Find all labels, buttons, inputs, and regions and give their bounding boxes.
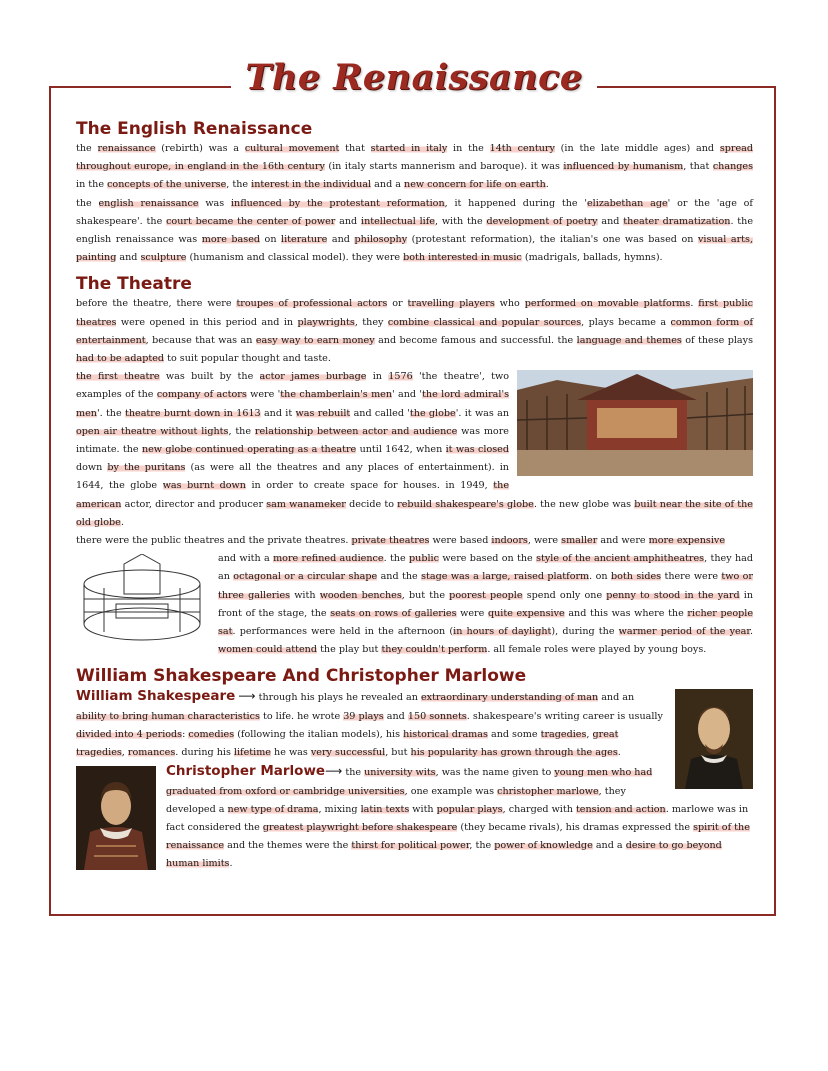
paragraph bbox=[76, 140, 753, 195]
highlight-text: interest in the individual bbox=[251, 179, 372, 191]
text-run: . the new globe was bbox=[533, 498, 635, 510]
highlight-text: public bbox=[409, 553, 439, 565]
text-run: . bbox=[545, 179, 549, 191]
highlight-text: the american bbox=[76, 480, 509, 510]
text-run: in the bbox=[447, 143, 490, 154]
highlight-text: quite expensive bbox=[487, 607, 565, 619]
highlight-text: actor james burbage bbox=[259, 371, 367, 383]
marlowe-portrait bbox=[76, 766, 156, 877]
highlight-text: both sides bbox=[610, 571, 662, 583]
highlight-text: two or three galleries bbox=[218, 571, 754, 601]
text-run: , were bbox=[527, 535, 562, 547]
content bbox=[76, 118, 753, 882]
page-title: The Renaissance bbox=[231, 52, 596, 104]
highlight-text: influenced by humanism bbox=[563, 161, 684, 173]
text-run: , because that was an bbox=[145, 334, 256, 346]
text-run: to suit popular thought and taste. bbox=[164, 353, 331, 365]
highlight-text: university wits bbox=[364, 767, 436, 779]
text-run: until 1642, when bbox=[356, 444, 446, 456]
text-run: , but the bbox=[401, 589, 450, 601]
highlight-text: divided into 4 periods bbox=[76, 728, 183, 740]
highlight-text: spirit of the renaissance bbox=[166, 821, 750, 852]
text-run: (in the late middle ages) and bbox=[554, 143, 720, 154]
text-run: . shakespeare's writing career is usually bbox=[466, 710, 663, 722]
highlight-text: by the puritans bbox=[107, 462, 186, 474]
text-run: , it happened during the ' bbox=[444, 197, 587, 209]
text-run: the bbox=[76, 197, 99, 209]
highlight-text: 14th century bbox=[489, 143, 555, 154]
text-run: and were bbox=[597, 535, 649, 547]
arrow-icon: ⟶ bbox=[238, 689, 256, 704]
text-run: the bbox=[342, 767, 365, 779]
text-run: , one example was bbox=[404, 785, 498, 797]
text-run: , they had an bbox=[218, 553, 753, 583]
text-run: who bbox=[494, 298, 525, 310]
text-run: (as were all the theatres and any places of entertainment). in 1644, the globe bbox=[76, 462, 509, 492]
text-run: to life. he wrote bbox=[259, 710, 344, 722]
section-heading-theatre: The Theatre bbox=[76, 274, 192, 295]
text-run: and a bbox=[371, 179, 405, 191]
highlight-text: 39 plays bbox=[343, 710, 384, 722]
highlight-text: the chamberlain's men bbox=[280, 389, 393, 401]
text-run: '. the bbox=[96, 407, 125, 419]
text-run: and bbox=[327, 234, 355, 246]
text-run: , that bbox=[683, 161, 713, 173]
highlight-text: language and themes bbox=[576, 334, 682, 346]
text-run: was bbox=[198, 197, 231, 209]
highlight-text: poorest people bbox=[449, 589, 523, 601]
highlight-text: theater dramatization bbox=[623, 215, 731, 227]
text-run: and an bbox=[598, 692, 635, 704]
highlight-text: theatre burnt down in 1613 bbox=[124, 407, 261, 419]
text-run: spend only one bbox=[522, 589, 607, 601]
marlowe-text bbox=[166, 767, 750, 869]
highlight-text: development of poetry bbox=[486, 215, 598, 227]
text-run: decide to bbox=[345, 498, 398, 510]
text-run: he was bbox=[271, 747, 311, 759]
highlight-text: penny to stood in the yard bbox=[606, 589, 740, 601]
highlight-text: christopher marlowe bbox=[497, 785, 599, 797]
highlight-text: first public theatres bbox=[76, 298, 753, 328]
text-run: , mixing bbox=[318, 803, 361, 815]
highlight-text: both interested in music bbox=[403, 252, 522, 264]
section-heading-writers: William Shakespeare And Christopher Marlowe bbox=[76, 666, 527, 687]
highlight-text: sculpture bbox=[140, 252, 187, 264]
text-run: . bbox=[690, 298, 699, 310]
highlight-text: open air theatre without lights bbox=[76, 425, 229, 437]
text-run: (humanism and classical model). they were bbox=[186, 252, 404, 264]
text-run: through his plays he revealed an bbox=[255, 692, 421, 704]
highlight-text: relationship between actor and audience bbox=[254, 425, 458, 437]
text-run: . performances were held in the afternoon ( bbox=[232, 626, 454, 638]
paragraph bbox=[76, 295, 753, 368]
text-run: , bbox=[121, 747, 128, 759]
highlight-text: historical dramas bbox=[403, 728, 488, 740]
highlight-text: new globe continued operating as a theatre bbox=[141, 444, 357, 456]
text-run: ' and ' bbox=[392, 389, 423, 401]
title-wrap bbox=[0, 52, 828, 104]
highlight-text: octagonal or a circular shape bbox=[233, 571, 378, 583]
text-run: with bbox=[409, 803, 437, 815]
text-run: and this was where the bbox=[564, 607, 688, 619]
marlowe-portrait-icon bbox=[76, 766, 156, 870]
text-run: and called ' bbox=[350, 407, 410, 419]
text-run: , with the bbox=[434, 215, 487, 227]
globe-theatre-photo-icon bbox=[517, 370, 753, 476]
text-run: and with a bbox=[218, 553, 274, 565]
text-run: down bbox=[76, 462, 108, 474]
highlight-text: 1576 bbox=[388, 371, 413, 383]
text-run: , charged with bbox=[502, 803, 576, 815]
text-run: , the bbox=[469, 840, 495, 852]
text-run: . the english renaissance was bbox=[76, 215, 754, 246]
text-run: : bbox=[182, 728, 189, 740]
highlight-text: lifetime bbox=[233, 747, 271, 759]
highlight-text: women could attend bbox=[218, 644, 318, 656]
highlight-text: extraordinary understanding of man bbox=[420, 692, 599, 704]
highlight-text: more expensive bbox=[648, 535, 726, 547]
highlight-text: was rebuilt bbox=[295, 407, 351, 419]
text-run: were ' bbox=[246, 389, 281, 401]
highlight-text: stage was a large, raised platform bbox=[421, 571, 590, 583]
text-run: (rebirth) was a bbox=[155, 143, 245, 154]
highlight-text: the first theatre bbox=[76, 371, 160, 383]
text-run: (in italy starts mannerism and baroque). it was bbox=[324, 161, 564, 173]
highlight-text: in hours of daylight bbox=[453, 626, 552, 638]
shakespeare-portrait-icon bbox=[675, 689, 753, 789]
highlight-text: company of actors bbox=[156, 389, 247, 401]
text-run: and some bbox=[487, 728, 541, 740]
highlight-text: tension and action bbox=[575, 803, 666, 815]
highlight-text: tragedies bbox=[540, 728, 587, 740]
text-run: . marlowe was in fact considered the bbox=[166, 803, 749, 833]
section-heading-english: The English Renaissance bbox=[76, 119, 313, 139]
highlight-text: 150 sonnets bbox=[407, 710, 467, 722]
shakespeare-portrait bbox=[675, 689, 753, 796]
text-run: of these plays bbox=[681, 334, 754, 346]
paragraph bbox=[76, 195, 753, 268]
text-run: ' or the 'age of shakespeare'. the bbox=[76, 197, 753, 227]
text-run: in order to create space for houses. in 1949, bbox=[245, 480, 494, 492]
highlight-text: had to be adapted bbox=[76, 353, 165, 365]
text-run: , they developed a bbox=[166, 785, 626, 815]
text-run: and bbox=[335, 215, 361, 227]
text-run: was built by the bbox=[159, 371, 260, 383]
highlight-text: concepts of the universe bbox=[107, 179, 227, 191]
text-run: , was the name given to bbox=[435, 767, 555, 779]
text-run: with bbox=[290, 589, 320, 601]
highlight-text: sam wanameker bbox=[266, 498, 346, 510]
text-run: was more intimate. the bbox=[76, 425, 509, 456]
text-run: , plays became a bbox=[581, 316, 671, 328]
text-run: (madrigals, ballads, hymns). bbox=[521, 252, 663, 264]
highlight-text: easy way to earn money bbox=[255, 334, 375, 346]
text-run: there were the public theatres and the private theatres. bbox=[76, 535, 352, 547]
highlight-text: the lord admiral's men bbox=[76, 389, 510, 419]
text-run: . bbox=[617, 747, 621, 759]
highlight-text: greatest playwright before shakespeare bbox=[262, 821, 458, 833]
text-run: . during his bbox=[175, 747, 234, 759]
text-run: and the themes were the bbox=[224, 840, 352, 852]
highlight-text: very successful bbox=[310, 747, 386, 759]
highlight-text: started in italy bbox=[370, 143, 448, 154]
highlight-text: new type of drama bbox=[227, 803, 319, 815]
globe-sketch-icon bbox=[76, 554, 208, 652]
globe-sketch bbox=[76, 554, 208, 659]
text-run: were opened in this period and in bbox=[116, 316, 298, 328]
highlight-text: performed on movable platforms bbox=[524, 298, 691, 310]
highlight-text: the globe bbox=[409, 407, 456, 419]
highlight-text: court became the center of power bbox=[166, 215, 336, 227]
text-run: were based on the bbox=[438, 553, 537, 565]
globe-photo bbox=[517, 370, 753, 483]
highlight-text: elizabethan age bbox=[587, 197, 668, 209]
text-run: (they became rivals), his dramas expressed the bbox=[457, 821, 694, 833]
arrow-icon: ⟶ bbox=[325, 764, 343, 779]
text-run: the bbox=[76, 143, 98, 154]
highlight-text: power of knowledge bbox=[494, 840, 593, 852]
highlight-text: wooden benches bbox=[319, 589, 402, 601]
highlight-text: great tragedies bbox=[76, 728, 619, 759]
highlight-text: private theatres bbox=[351, 535, 430, 547]
text-run: were bbox=[456, 607, 488, 619]
text-run: . bbox=[749, 626, 754, 638]
text-run: , bbox=[586, 728, 593, 740]
highlight-text: desire to go beyond human limits bbox=[166, 840, 722, 870]
highlight-text: built near the site of the old globe bbox=[76, 498, 753, 528]
highlight-text: spread throughout europe, in england in the 16th century bbox=[76, 143, 754, 173]
highlight-text: ability to bring human characteristics bbox=[76, 710, 260, 722]
text-run: . bbox=[120, 516, 124, 528]
highlight-text: more refined audience bbox=[273, 553, 384, 565]
text-run: and it bbox=[260, 407, 296, 419]
text-run: , the bbox=[228, 425, 255, 437]
highlight-text: rebuild shakespeare's globe bbox=[397, 498, 534, 510]
text-run: in the bbox=[76, 179, 108, 191]
marlowe-label: Christopher Marlowe bbox=[166, 763, 326, 780]
highlight-text: smaller bbox=[561, 535, 598, 547]
highlight-text: travelling players bbox=[407, 298, 495, 310]
highlight-text: indoors bbox=[491, 535, 528, 547]
text-run: were based bbox=[429, 535, 492, 547]
text-run: actor, director and producer bbox=[121, 498, 267, 510]
text-run: and a bbox=[592, 840, 626, 852]
highlight-text: style of the ancient amphitheatres bbox=[536, 553, 705, 565]
text-run: the play but bbox=[317, 644, 382, 656]
highlight-text: young men who had graduated from oxford or cambridge universities bbox=[166, 767, 653, 797]
text-run: (protestant reformation), the italian's one was based on bbox=[407, 234, 698, 246]
highlight-text: his popularity has grown through the ages bbox=[410, 747, 618, 759]
text-run: there were bbox=[661, 571, 722, 583]
highlight-text: was burnt down bbox=[162, 480, 246, 492]
text-run: on bbox=[260, 234, 282, 246]
highlight-text: new concern for life on earth bbox=[404, 179, 546, 191]
highlight-text: playwrights bbox=[297, 316, 355, 328]
text-run: , they bbox=[354, 316, 388, 328]
text-run: . all female roles were played by young boys. bbox=[487, 644, 707, 656]
highlight-text: english renaissance bbox=[98, 197, 199, 209]
highlight-text: popular plays bbox=[436, 803, 503, 815]
shakespeare-label: William Shakespeare bbox=[76, 688, 236, 705]
text-run: . on bbox=[589, 571, 611, 583]
highlight-text: richer people sat bbox=[218, 607, 754, 638]
text-run: before the theatre, there were bbox=[76, 298, 237, 310]
highlight-text: warmer period of the year bbox=[618, 626, 750, 638]
text-run: . bbox=[229, 858, 233, 870]
highlight-text: intellectual life bbox=[361, 215, 435, 227]
highlight-text: they couldn't perform bbox=[381, 644, 488, 656]
highlight-text: thirst for political power bbox=[351, 840, 470, 852]
text-run: 'the theatre', two examples of the bbox=[76, 371, 510, 401]
text-run: . the bbox=[383, 553, 409, 565]
text-run: and bbox=[383, 710, 408, 722]
highlight-text: combine classical and popular sources bbox=[387, 316, 582, 328]
paragraph bbox=[76, 532, 753, 550]
text-run: , the bbox=[226, 179, 252, 191]
text-run: in bbox=[366, 371, 389, 383]
highlight-text: changes bbox=[712, 161, 754, 173]
highlight-text: influenced by the protestant reformation bbox=[230, 197, 445, 209]
text-run: and become famous and successful. the bbox=[374, 334, 577, 346]
text-run: and bbox=[116, 252, 141, 264]
highlight-text: it was closed bbox=[445, 444, 509, 456]
highlight-text: visual arts, painting bbox=[76, 234, 754, 264]
highlight-text: troupes of professional actors bbox=[236, 298, 388, 310]
highlight-text: philosophy bbox=[354, 234, 408, 246]
text-run: ), during the bbox=[551, 626, 619, 638]
highlight-text: seats on rows of galleries bbox=[330, 607, 457, 619]
text-run: that bbox=[339, 143, 371, 154]
text-run: and the bbox=[377, 571, 422, 583]
text-run: and bbox=[597, 215, 624, 227]
highlight-text: latin texts bbox=[360, 803, 410, 815]
text-run: or bbox=[387, 298, 408, 310]
text-run: (following the italian models), his bbox=[234, 728, 404, 740]
text-run: '. it was an bbox=[455, 407, 510, 419]
highlight-text: romances bbox=[127, 747, 176, 759]
text-run: in front of the stage, the bbox=[218, 589, 753, 619]
highlight-text: literature bbox=[281, 234, 328, 246]
highlight-text: more based bbox=[201, 234, 261, 246]
highlight-text: renaissance bbox=[97, 143, 156, 154]
highlight-text: cultural movement bbox=[244, 143, 340, 154]
text-run: , but bbox=[385, 747, 411, 759]
highlight-text: comedies bbox=[188, 728, 235, 740]
highlight-text: common form of entertainment bbox=[76, 316, 753, 346]
